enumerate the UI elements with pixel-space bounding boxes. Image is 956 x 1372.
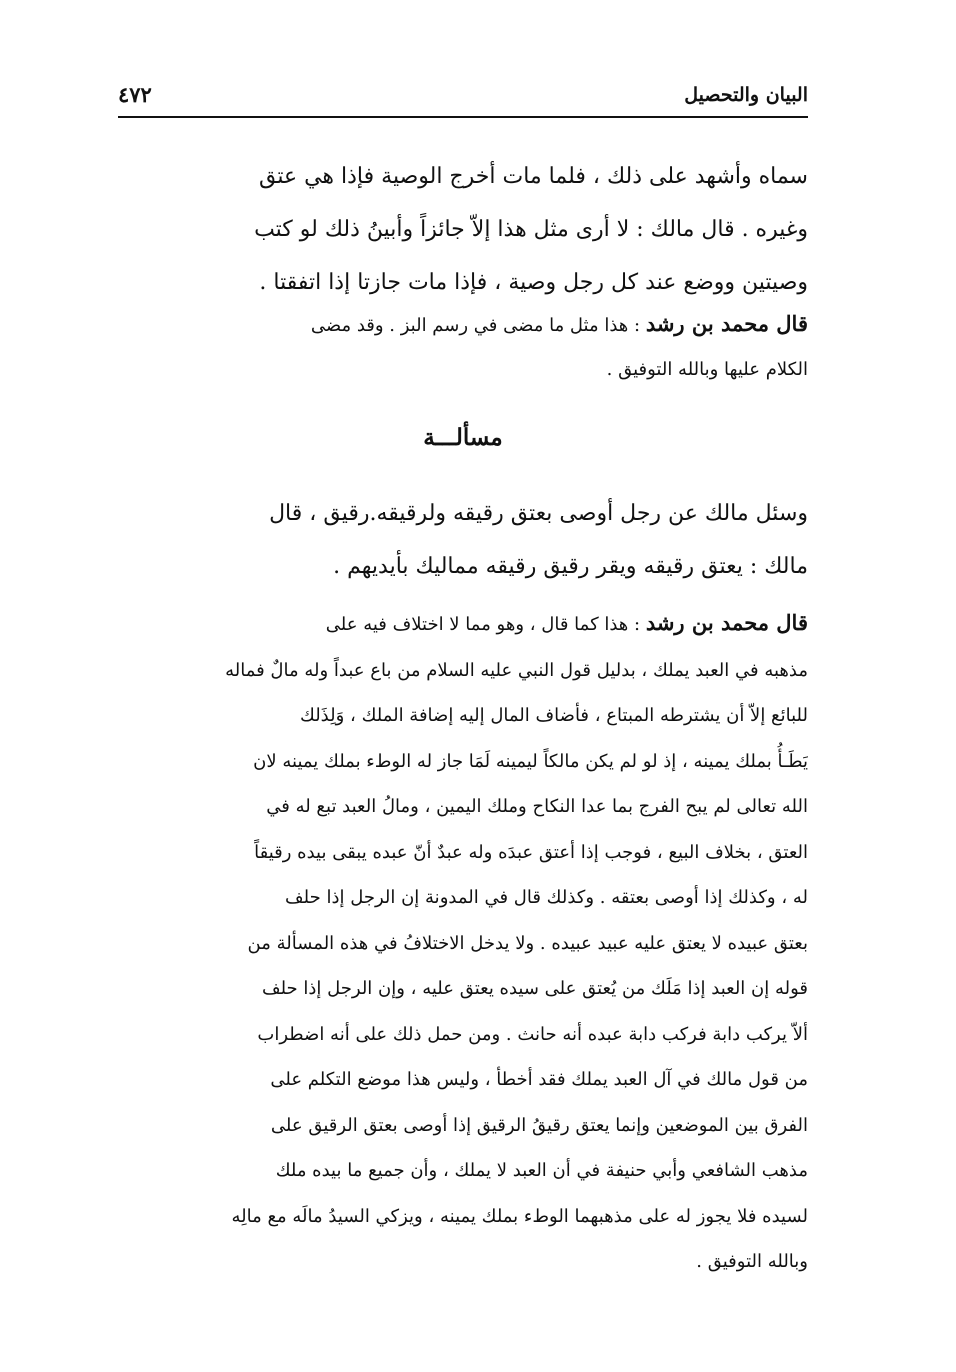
text-line: العتق ، بخلاف البيع ، فوجب إذا أعتق عبدَه وله عبدٌ أنّ عبده يبقى بيده رقيقاً	[254, 841, 808, 863]
text-line	[118, 302, 808, 348]
text-line: قوله إن العبد إذا مَلَك من يُعتق على سيده يعتق عليه ، وإن الرجل إذا حلف	[261, 978, 808, 999]
text-line: يَطَـأُ بملك يمينه ، إذ لو لم يكن مالكاً ليمينه لَمَا جاز له الوطء بملك يمينه لان	[253, 750, 808, 772]
text-line: وسئل مالك عن رجل أوصى بعتق رقيقه ولرقيقه.رقيق ، قال	[269, 501, 808, 526]
text-line: بعتق عبيده لا يعتق عليه عبيد عبيده . ولا يدخل الاختلافُ في هذه المسألة من	[247, 932, 808, 954]
text-line: وصيتين ووضع عند كل رجل وصية ، فإذا مات جازتا إذا اتفقتا .	[259, 270, 808, 295]
text-line: مذهبه في العبد يملك ، بدليل قول النبي عليه السلام من باع عبداً وله مالٌ فماله	[225, 659, 808, 681]
text-line: للبائع إلاّ أن يشترطه المبتاع ، فأضاف المال إليه إضافة الملك ، وَلِذَلك	[300, 705, 808, 726]
text-line: سماه وأشهد على ذلك ، فلما مات أخرج الوصية فإذا هي عتق	[258, 164, 808, 189]
page-number: ٤٧٢	[118, 82, 152, 107]
text-section-1	[118, 150, 808, 309]
speaker-label: قال محمد بن رشد	[645, 610, 808, 635]
running-title: البيان والتحصيل	[684, 84, 808, 106]
text-line: وبالله التوفيق .	[696, 1251, 808, 1272]
speaker-label: قال محمد بن رشد	[645, 311, 808, 336]
text-line: لسيده فلا يجوز له على مذهبهما الوطء بملك يمينه ، ويزكي السيدُ مالَه مع مالِه	[231, 1205, 808, 1227]
section-heading: مسألـــة	[423, 424, 503, 451]
text-line	[118, 600, 808, 648]
text-line: الفرق بين الموضعين وإنما يعتق رقيقُ الرقيق إذا أوصى بعتق الرقيق على	[270, 1114, 808, 1136]
commentary-1	[118, 302, 808, 392]
text-line: مالك : يعتق رقيقه ويقر رقيق رقيقه مماليك بأيديهم .	[333, 554, 808, 579]
text-line: الله تعالى لم يبح الفرج بما عدا النكاح وملك اليمين ، ومالُ العبد تبع له في	[266, 796, 808, 817]
text-section-2	[118, 487, 808, 593]
commentary-text: : هذا كما قال ، وهو مما لا اختلاف فيه على	[325, 614, 646, 635]
text-line: له ، وكذلك إذا أوصى بعتقه . وكذلك قال في المدونة إن الرجل إذا حلف	[285, 887, 808, 908]
text-line: من قول مالك في آل العبد يملك فقد أخطأ ، وليس هذا موضع التكلم على	[270, 1069, 808, 1090]
text-line: الكلام عليها وبالله التوفيق .	[606, 359, 808, 380]
commentary-text: : هذا مثل ما مضى في رسم البز . وقد مضى	[310, 315, 646, 336]
text-line: وغيره . قال مالك : لا أرى مثل هذا إلاّ جائزاً وأبينُ ذلك لو كتب	[254, 217, 808, 242]
text-line: ألاّ يركب دابة فركب دابة عبده أنه حانث . ومن حمل ذلك على أنه اضطراب	[257, 1023, 808, 1045]
commentary-2	[118, 600, 808, 1285]
page-header	[118, 80, 808, 118]
text-line: مذهب الشافعي وأبي حنيفة في أن العبد لا يملك ، وأن جميع ما بيده ملك	[275, 1160, 808, 1181]
